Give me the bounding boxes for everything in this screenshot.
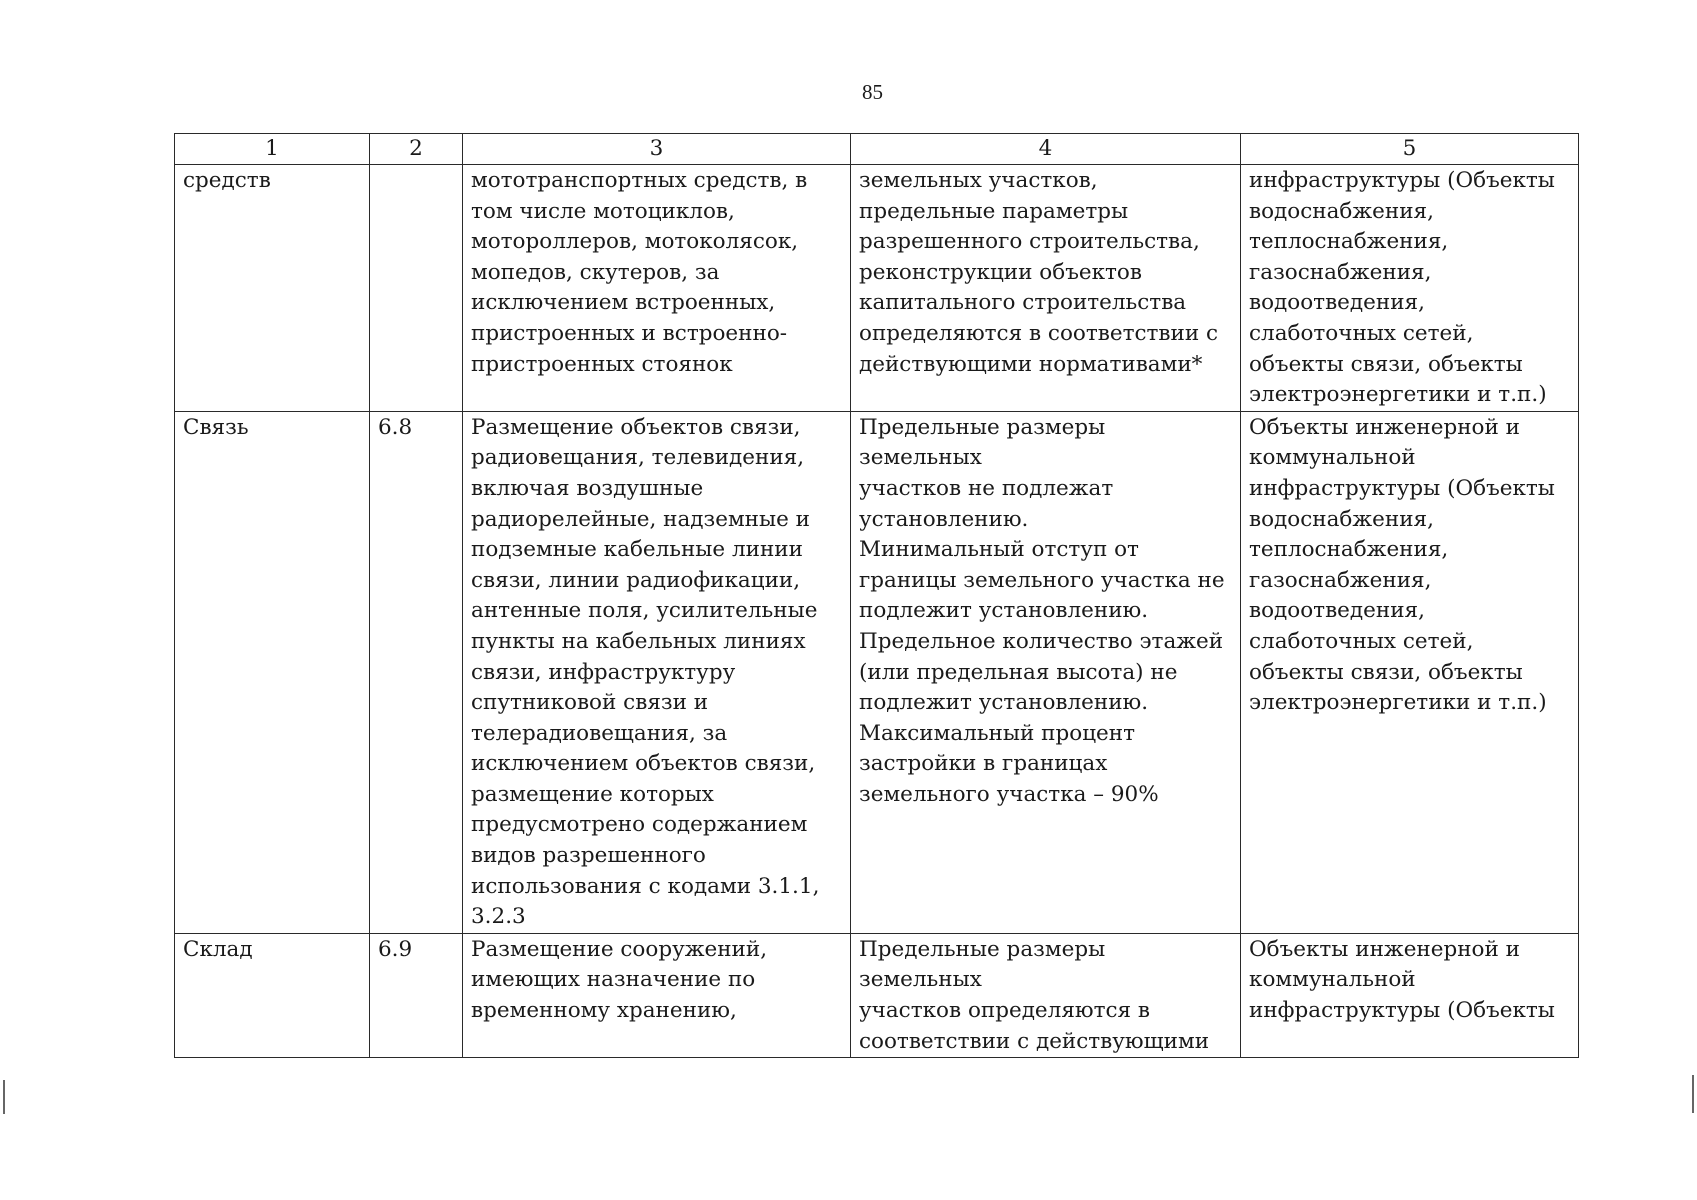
use-type-name: Склад bbox=[175, 933, 370, 1057]
use-type-code: 6.8 bbox=[370, 411, 463, 933]
column-number-2: 2 bbox=[370, 134, 463, 165]
use-type-description: Размещение сооружений, имеющих назначение по временному хранению, bbox=[463, 933, 851, 1057]
construction-parameters: земельных участков, предельные параметры разрешенного строительства, реконструкции объектов капитального строительства определяются в соответствии с действующими нормативами* bbox=[851, 165, 1241, 412]
table-row bbox=[175, 933, 1579, 1057]
table-row bbox=[175, 165, 1579, 412]
column-number-5: 5 bbox=[1241, 134, 1579, 165]
column-number-3: 3 bbox=[463, 134, 851, 165]
column-number-4: 4 bbox=[851, 134, 1241, 165]
scan-edge-mark-left bbox=[3, 1080, 5, 1114]
construction-parameters: Предельные размеры земельных участков определяются в соответствии с действующими bbox=[851, 933, 1241, 1057]
table-row bbox=[175, 411, 1579, 933]
zoning-table bbox=[174, 133, 1579, 1058]
page-number: 85 bbox=[862, 80, 883, 104]
scan-edge-mark-right bbox=[1692, 1075, 1694, 1113]
table-header-row bbox=[175, 134, 1579, 165]
column-number-1: 1 bbox=[175, 134, 370, 165]
use-type-description: Размещение объектов связи, радиовещания, телевидения, включая воздушные радиорелейные, надземные и подземные кабельные линии связи, линии радиофикации, антенные поля, усилительные пункты на кабельных линиях связи, инфраструктуру спутниковой связи и телерадиовещания, за исключением объектов связи, размещение которых предусмотрено содержанием видов разрешенного использования с кодами 3.1.1, 3.2.3 bbox=[463, 411, 851, 933]
permitted-objects: Объекты инженерной и коммунальной инфраструктуры (Объекты bbox=[1241, 933, 1579, 1057]
use-type-description: мототранспортных средств, в том числе мотоциклов, мотороллеров, мотоколясок, мопедов, скутеров, за исключением встроенных, пристроенных и встроенно- пристроенных стоянок bbox=[463, 165, 851, 412]
use-type-name: средств bbox=[175, 165, 370, 412]
use-type-code: 6.9 bbox=[370, 933, 463, 1057]
use-type-code bbox=[370, 165, 463, 412]
use-type-name: Связь bbox=[175, 411, 370, 933]
construction-parameters: Предельные размеры земельных участков не подлежат установлению. Минимальный отступ от границы земельного участка не подлежит установлению. Предельное количество этажей (или предельная высота) не подлежит установлению. Максимальный процент застройки в границах земельного участка – 90% bbox=[851, 411, 1241, 933]
permitted-objects: инфраструктуры (Объекты водоснабжения, теплоснабжения, газоснабжения, водоотведения, слаботочных сетей, объекты связи, объекты электроэнергетики и т.п.) bbox=[1241, 165, 1579, 412]
permitted-objects: Объекты инженерной и коммунальной инфраструктуры (Объекты водоснабжения, теплоснабжения, газоснабжения, водоотведения, слаботочных сетей, объекты связи, объекты электроэнергетики и т.п.) bbox=[1241, 411, 1579, 933]
